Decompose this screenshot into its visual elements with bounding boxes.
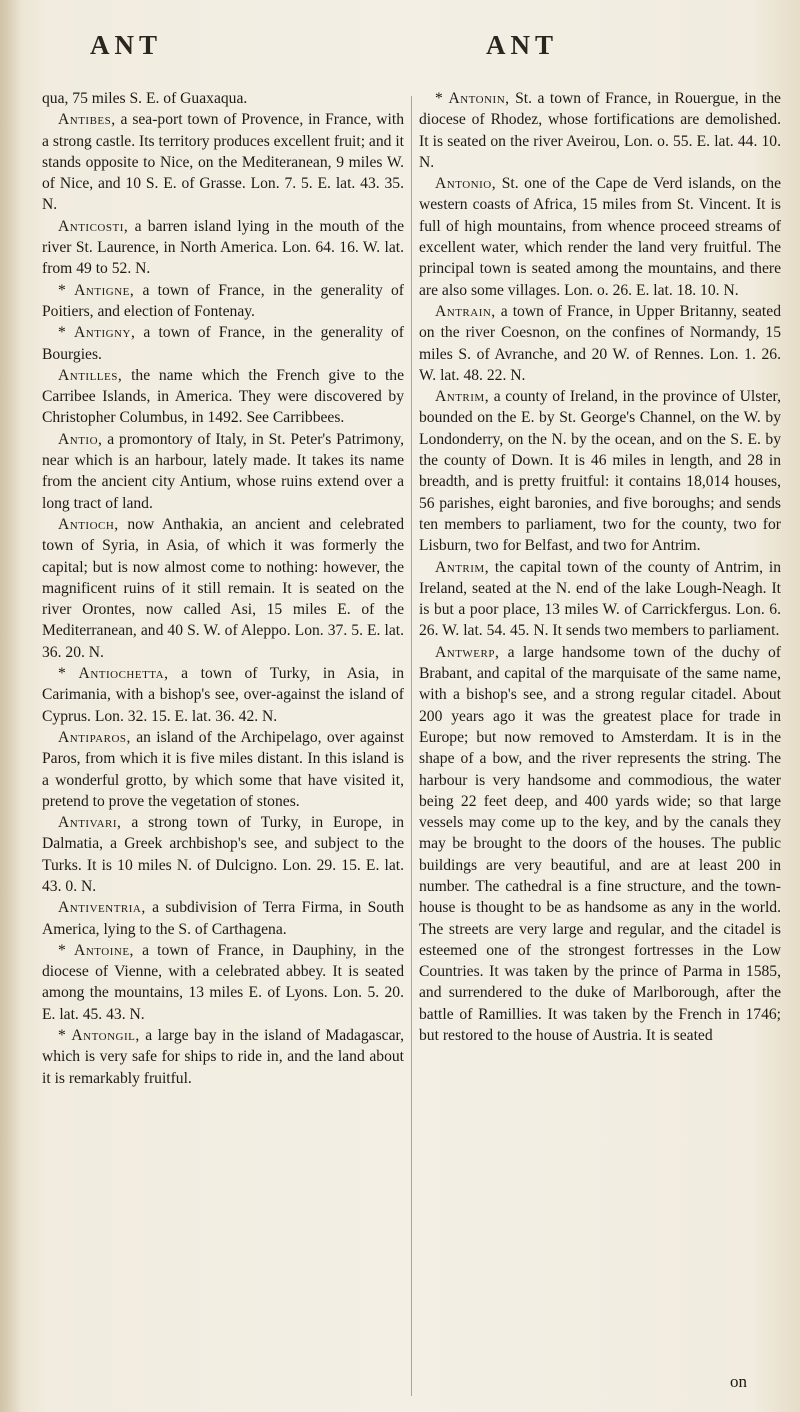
running-head-right: ANT: [486, 30, 559, 60]
dictionary-entry: * Antigny, a town of France, in the generality of Bourgies.: [42, 324, 404, 363]
dictionary-entry: Anticosti, a barren island lying in the mouth of the river St. Laurence, in North America. Lon. 64. 16. W. lat. from 49 to 52. N.: [42, 217, 404, 278]
dictionary-entry: Antio, a promontory of Italy, in St. Peter's Patrimony, near which is an harbour, lately made. It takes its name from the ancient city Antium, whose ruins extend over a long tract of land.: [42, 430, 404, 512]
dictionary-entry: Antrim, a county of Ireland, in the province of Ulster, bounded on the E. by St. George's Channel, on the W. by Londonderry, on the N. by the ocean, and on the S. E. by the county of Down. It is 46 miles in length, and 28 in breadth, and is pretty fruitful: it contains 18,014 houses, 56 parishes, eight baronies, and five boroughs; and sends ten members to parliament, two for the county, two for Lisburn, two for Belfast, and two for Antrim.: [419, 388, 781, 555]
page-gutter-shadow: [0, 0, 22, 1412]
dictionary-entry: qua, 75 miles S. E. of Guaxaqua.: [42, 90, 248, 107]
dictionary-entry: Antioch, now Anthakia, an ancient and celebrated town of Syria, in Asia, of which it was formerly the capital; but is now almost come to nothing: however, the magnificent ruins of it still remain. It is seated on the river Orontes, now called Asi, 15 miles E. of the Mediterranean, and 40 S. W. of Aleppo. Lon. 37. 5. E. lat. 36. 20. N.: [42, 515, 404, 661]
dictionary-entry: Antwerp, a large handsome town of the duchy of Brabant, and capital of the marquisate of the same name, with a bishop's see, and a strong regular citadel. About 200 years ago it was the greatest place for trade in Europe; but now removed to Amsterdam. It is in the shape of a bow, and the river represents the string. The harbour is very handsome and commodious, the water being 22 feet deep, and 400 yards wide; so that large vessels may come up to the key, and by the canals they may be brought to the doors of the houses. The public buildings are very beautiful, and are at least 200 in number. The cathedral is a fine structure, and the town-house is thought to be as handsome as any in the world. The streets are very large and regular, and the citadel is esteemed one of the strongest fortresses in the Low Countries. It was taken by the prince of Parma in 1585, and surrendered to the duke of Marlborough, after the battle of Ramillies. It was taken by the French in 1746; but restored to the house of Austria. It is seated: [419, 643, 781, 1045]
dictionary-entry: * Antiochetta, a town of Turky, in Asia, in Carimania, with a bishop's see, over-against the island of Cyprus. Lon. 32. 15. E. lat. 36. 42. N.: [42, 665, 404, 725]
running-head-left: ANT: [90, 30, 163, 60]
dictionary-entry: Antivari, a strong town of Turky, in Europe, in Dalmatia, a Greek archbishop's see, and subject to the Turks. It is 10 miles N. of Dulcigno. Lon. 29. 15. E. lat. 43. 0. N.: [42, 814, 404, 895]
dictionary-entry: Antibes, a sea-port town of Provence, in France, with a strong castle. Its territory produces excellent fruit; and it stands opposite to Nice, on the Mediteranean, 9 miles W. of Nice, and 10 S. E. of Grasse. Lon. 7. 5. E. lat. 43. 35. N.: [42, 111, 404, 214]
dictionary-entry: Antrain, a town of France, in Upper Britanny, seated on the river Coesnon, on the confines of Normandy, 15 miles S. of Avranche, and 20 W. of Rennes. Lon. 1. 26. W. lat. 48. 22. N.: [419, 302, 781, 384]
column-divider: [411, 96, 412, 1396]
dictionary-entry: * Antonin, St. a town of France, in Rouergue, in the diocese of Rhodez, whose fortifications are demolished. It is seated on the river Aveirou, Lon. o. 55. E. lat. 44. 10. N.: [419, 90, 781, 171]
dictionary-entry: * Antoine, a town of France, in Dauphiny, in the diocese of Vienne, with a celebrated abbey. It is seated among the mountains, 13 miles E. of Lyons. Lon. 5. 20. E. lat. 45. 43. N.: [42, 941, 404, 1023]
dictionary-entry: Antilles, the name which the French give to the Carribee Islands, in America. They were discovered by Christopher Columbus, in 1492. See Carribbees.: [42, 366, 404, 427]
dictionary-entry: Antonio, St. one of the Cape de Verd islands, on the western coasts of Africa, 15 miles from St. Vincent. It is full of high mountains, from whence proceed streams of excellent water, which render the land very fruitful. The principal town is seated among the mountains, and there are also some villages. Lon. o. 26. E. lat. 18. 10. N.: [419, 175, 781, 299]
dictionary-entry: Antiparos, an island of the Archipelago, over against Paros, from which it is five miles distant. In this island is a wonderful grotto, by which some that have visited it, pretend to prove the vegetation of stones.: [42, 728, 404, 810]
catchword: on: [730, 1372, 747, 1391]
dictionary-entry: Antrim, the capital town of the county of Antrim, in Ireland, seated at the N. end of the lake Lough-Neagh. It is but a poor place, 13 miles W. of Carrickfergus. Lon. 6. 26. W. lat. 54. 45. N. It sends two members to parliament.: [419, 558, 781, 640]
left-column: [42, 88, 404, 1089]
dictionary-entry: * Antongil, a large bay in the island of Madagascar, which is very safe for ships to ride in, and the land about it is remarkably fruitful.: [42, 1027, 404, 1087]
dictionary-entry: * Antigne, a town of France, in the generality of Poitiers, and election of Fontenay.: [42, 281, 405, 320]
dictionary-entry: Antiventria, a subdivision of Terra Firma, in South America, lying to the S. of Carthagena.: [42, 899, 404, 938]
right-column: [419, 88, 781, 1046]
